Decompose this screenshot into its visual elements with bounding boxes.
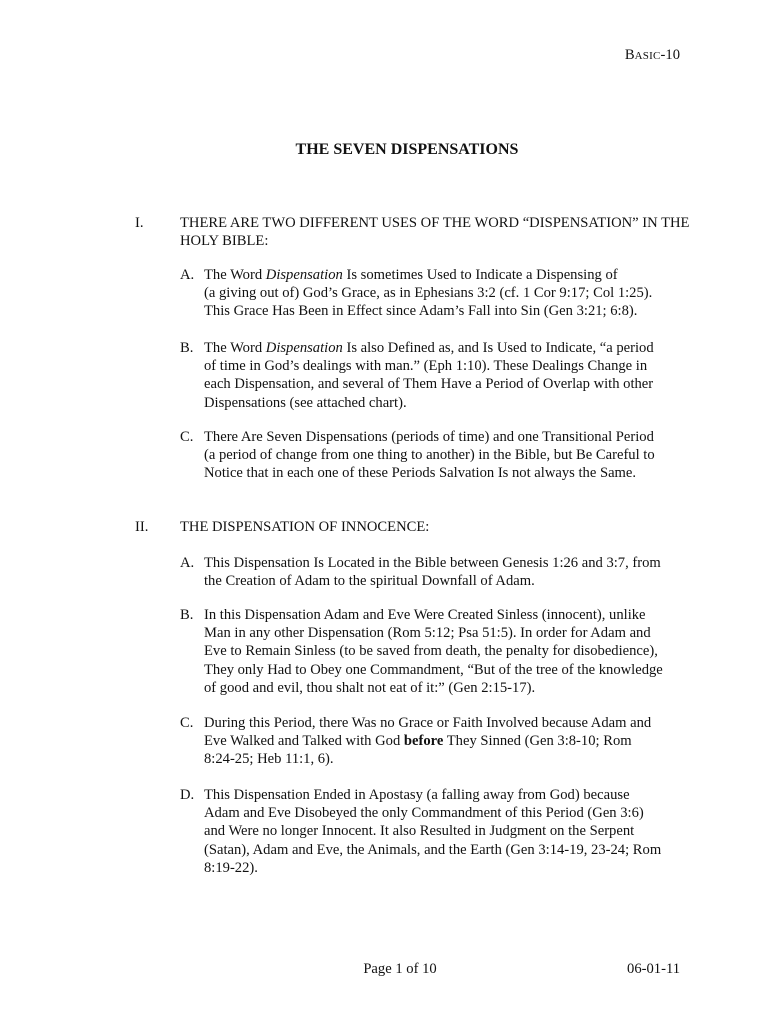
text-line: the Creation of Adam to the spiritual Downfall of Adam. [204,573,535,590]
section-heading: THERE ARE TWO DIFFERENT USES OF THE WORD “DISPENSATION” IN THE HOLY BIBLE: [180,215,690,250]
text-run: Is also Defined as, and Is Used to Indicate, “a period [342,340,654,356]
document-date: 06-01-11 [627,961,680,977]
text-line: This Dispensation Ended in Apostasy (a falling away from God) because [204,787,630,803]
text-line: of time in God’s dealings with man.” (Eph 1:10). These Dealings Change in [204,358,648,375]
emphasis-text: Dispensation [265,340,343,356]
text-line: Eve to Remain Sinless (to be saved from death, the penalty for disobedience), [204,643,658,660]
item-letter: A. [180,267,195,283]
item-text [204,554,680,590]
text-line: Man in any other Dispensation (Rom 5:12; Psa 51:5). In order for Adam and [204,625,651,642]
page-title: THE SEVEN DISPENSATIONS [295,141,519,158]
text-line: They only Had to Obey one Commandment, “But of the tree of the knowledge [204,661,663,678]
text-line: There Are Seven Dispensations (periods of time) and one Transitional Period [204,429,654,445]
text-run: The Word [204,267,266,283]
item-letter: B. [180,340,194,356]
item-text [204,786,680,877]
page-number: Page 1 of 10 [363,961,437,977]
emphasis-text: Dispensation [265,267,343,283]
item-text [204,606,680,697]
item-letter: C. [180,429,194,445]
item-text [204,266,680,321]
text-line: of good and evil, thou shalt not eat of it:” (Gen 2:15-17). [204,679,536,696]
document-id-smallcaps: ASIC [634,50,661,62]
document-id-prefix: B [624,47,635,63]
item-text [204,339,680,412]
section-heading: THE DISPENSATION OF INNOCENCE: [180,519,430,535]
text-line: Notice that in each one of these Periods Salvation Is not always the Same. [204,465,637,482]
section-2-item-a [180,554,680,590]
text-run: The Word [204,340,266,356]
text-run: Is sometimes Used to Indicate a Dispensing of [342,267,618,283]
section-numeral: II. [135,519,149,535]
text-line: This Dispensation Is Located in the Bible between Genesis 1:26 and 3:7, from [204,555,661,571]
text-run: They Sinned (Gen 3:8-10; Rom [443,733,632,750]
text-line: (a period of change from one thing to another) in the Bible, but Be Careful to [204,447,655,464]
text-line: Dispensations (see attached chart). [204,394,407,411]
section-1-item-c [180,428,680,483]
item-letter: A. [180,555,195,571]
text-line: 8:24-25; Heb 11:1, 6). [204,751,334,768]
section-numeral: I. [135,215,144,231]
text-line: This Grace Has Been in Effect since Adam’s Fall into Sin (Gen 3:21; 6:8). [204,303,638,320]
text-line: In this Dispensation Adam and Eve Were Created Sinless (innocent), unlike [204,607,646,623]
text-line: 8:19-22). [204,859,258,876]
document-id-suffix: -10 [660,47,680,63]
item-letter: D. [180,787,195,803]
section-2-item-c [180,714,680,769]
section-1-item-b [180,339,680,412]
section-2-item-d [180,786,680,877]
text-line: and Were no longer Innocent. It also Resulted in Judgment on the Serpent [204,823,635,840]
text-run: Eve Walked and Talked with God [204,733,404,750]
section-2-item-b [180,606,680,697]
bold-text: before [403,733,444,750]
item-letter: B. [180,607,194,623]
text-line: (Satan), Adam and Eve, the Animals, and the Earth (Gen 3:14-19, 23-24; Rom [204,841,662,858]
section-1-item-a [180,266,680,321]
document-id [625,46,680,65]
item-text [204,714,680,769]
item-letter: C. [180,715,194,731]
text-line: Adam and Eve Disobeyed the only Commandment of this Period (Gen 3:6) [204,805,644,822]
text-line: each Dispensation, and several of Them Have a Period of Overlap with other [204,376,654,393]
text-line: (a giving out of) God’s Grace, as in Ephesians 3:2 (cf. 1 Cor 9:17; Col 1:25). [204,285,653,302]
item-text [204,428,680,483]
text-line: During this Period, there Was no Grace or Faith Involved because Adam and [204,715,652,731]
